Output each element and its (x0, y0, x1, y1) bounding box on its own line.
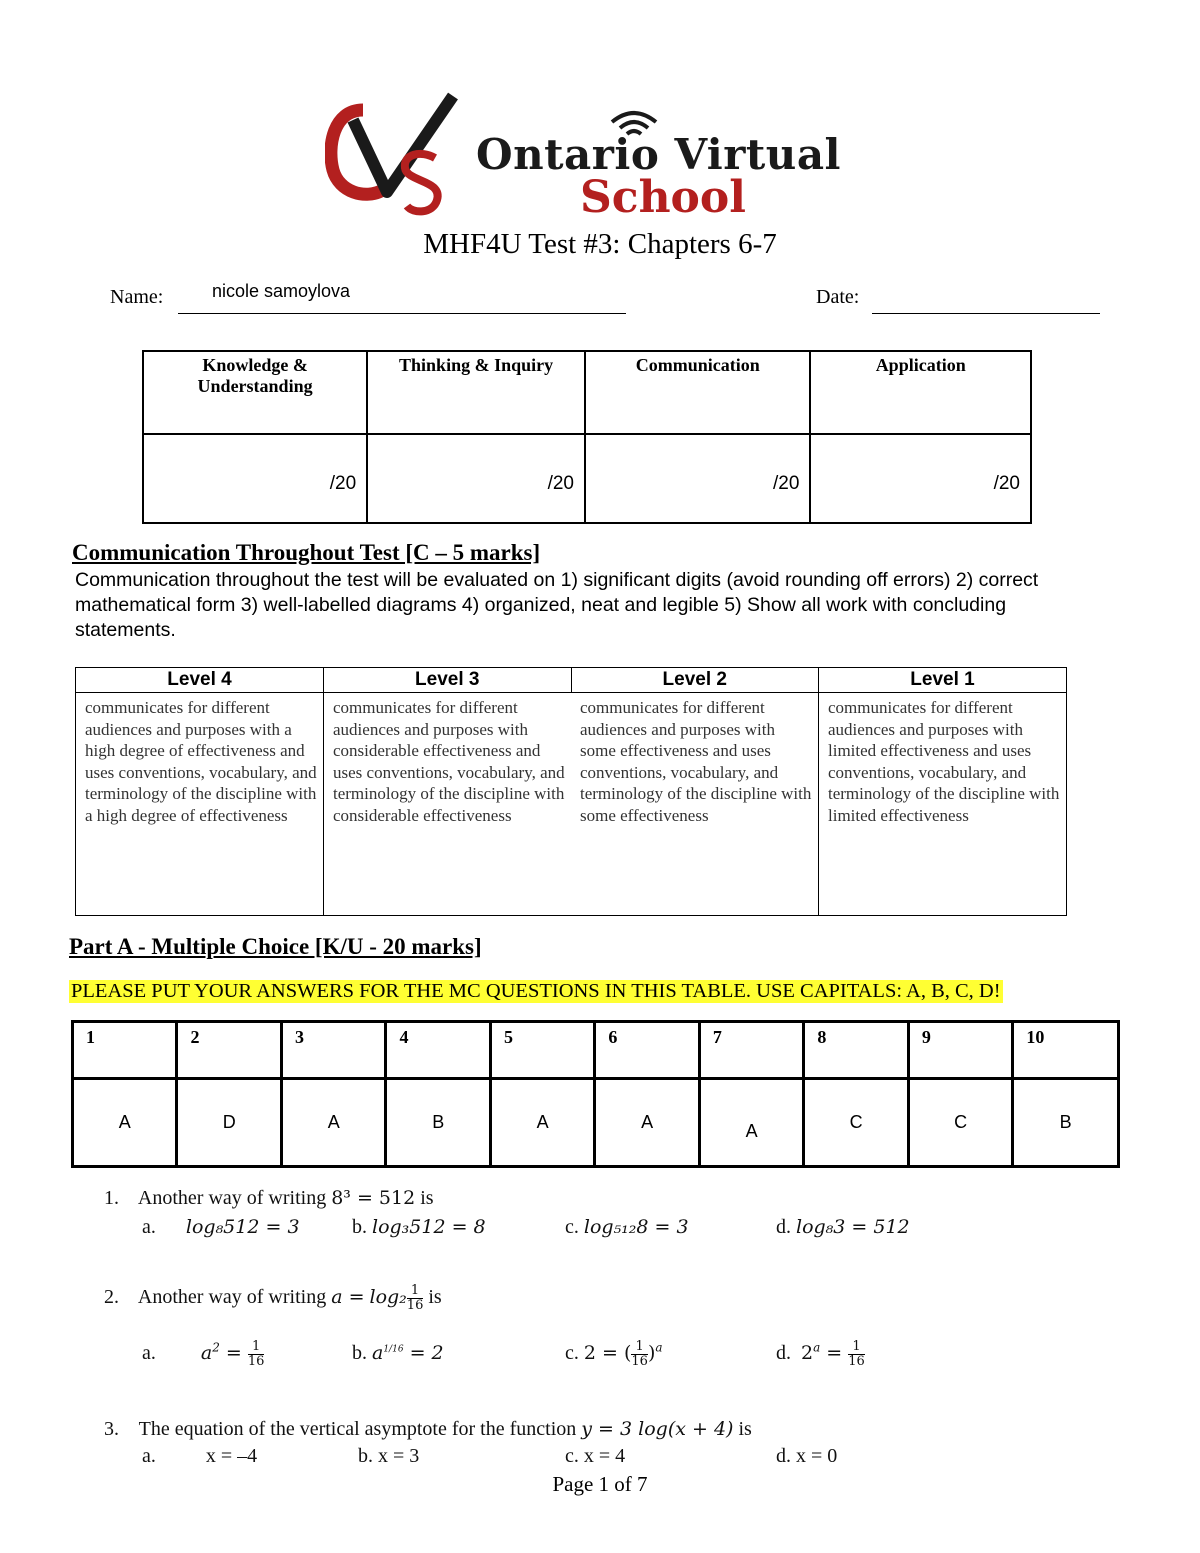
fraction: $\frac{1}{16}$ (631, 1339, 648, 1369)
mc-answer-cell[interactable]: A (281, 1079, 385, 1167)
option-expression: log₈512 = 3 (185, 1216, 300, 1238)
q3-option-a[interactable] (142, 1445, 257, 1468)
q1-option-a[interactable] (142, 1216, 300, 1239)
fraction: $\frac{1}{16}$ (406, 1283, 424, 1313)
mc-answer-cell[interactable]: B (1013, 1079, 1119, 1167)
rubric-level-3-label: Level 3 (324, 668, 572, 693)
q2-option-b[interactable] (352, 1342, 444, 1365)
mc-answer-cell[interactable]: B (386, 1079, 490, 1167)
marks-score-app: /20 (810, 434, 1031, 523)
q2-option-c[interactable]: c. 2 = ( $\frac{1}{16}$ )$^a$ (565, 1339, 663, 1369)
mc-number: 8 (804, 1022, 908, 1079)
marks-header-comm: Communication (585, 351, 810, 434)
part-a-heading: Part A - Multiple Choice [K/U - 20 marks] (69, 934, 482, 959)
date-label: Date: (816, 286, 860, 308)
mc-answer-cell[interactable]: A (490, 1079, 594, 1167)
mc-answer-cell[interactable]: A (699, 1079, 803, 1167)
question-expression: 8³ = 512 (331, 1187, 416, 1209)
mc-answer-cell[interactable]: A (595, 1079, 699, 1167)
logo-text-line2: School (580, 172, 746, 223)
marks-score-ku: /20 (143, 434, 367, 523)
option-expression: x = 0 (796, 1445, 838, 1467)
rubric-level-4-label: Level 4 (76, 668, 324, 693)
marks-header-app: Application (810, 351, 1031, 434)
mc-answer-cell[interactable]: C (804, 1079, 908, 1167)
option-expression: $2^a$ = (801, 1340, 849, 1365)
q2-option-d[interactable] (776, 1340, 865, 1369)
option-letter: b. (352, 1216, 367, 1238)
q2-option-a[interactable] (142, 1340, 264, 1369)
question-expression: y = 3 log(x + 4) (581, 1418, 734, 1440)
mc-answer-cell[interactable]: D (177, 1079, 281, 1167)
option-letter: c. (565, 1342, 579, 1365)
option-expression: $a^2$ = (200, 1340, 248, 1365)
rubric-level-1-text: communicates for different audiences and purposes with limited effectiveness and uses conventions, vocabulary, and terminology of the discipline with limited effectiveness (819, 693, 1067, 916)
mc-number: 6 (595, 1022, 699, 1079)
rubric-level-2-text: communicates for different audiences and purposes with some effectiveness and uses conventions, vocabulary, and terminology of the discipline with some effectiveness (571, 693, 819, 916)
question-2 (104, 1284, 442, 1313)
question-number: 2. (104, 1286, 119, 1309)
logo-text-line1: Ontario Virtual (476, 130, 841, 179)
q1-option-d[interactable] (776, 1216, 910, 1239)
communication-heading: Communication Throughout Test [C – 5 marks] (72, 540, 541, 565)
question-1 (104, 1187, 434, 1210)
marks-table (142, 350, 1032, 524)
option-letter: a. (142, 1216, 156, 1238)
option-letter: c. (565, 1216, 579, 1238)
rubric-level-1-label: Level 1 (819, 668, 1067, 693)
marks-header-ku: Knowledge & Understanding (143, 351, 367, 434)
option-expression: x = –4 (205, 1445, 258, 1467)
marks-score-comm: /20 (585, 434, 810, 523)
rubric-level-3-text: communicates for different audiences and purposes with considerable effectiveness and uses conventions, vocabulary, and terminology of the discipline with considerable effectiveness (324, 693, 572, 916)
question-tail: is (420, 1187, 434, 1209)
mc-number: 10 (1013, 1022, 1119, 1079)
option-expression: log₈3 = 512 (796, 1216, 910, 1238)
mc-instruction: PLEASE PUT YOUR ANSWERS FOR THE MC QUESTIONS IN THIS TABLE. USE CAPITALS: A, B, C, D! (71, 980, 1001, 1002)
option-expression: x = 3 (378, 1445, 420, 1467)
option-expression: log₅₁₂8 = 3 (583, 1216, 689, 1238)
fraction: $\frac{1}{16}$ (848, 1339, 865, 1369)
date-field[interactable] (872, 289, 1100, 314)
option-letter: a. (142, 1342, 156, 1365)
rubric-level-4-text: communicates for different audiences and purposes with a high degree of effectiveness and uses conventions, vocabulary, and terminology of the discipline with a high degree of effectiveness (76, 693, 324, 916)
mc-number: 4 (386, 1022, 490, 1079)
mc-answer-table (71, 1020, 1120, 1168)
question-stem: Another way of writing (137, 1187, 327, 1209)
ovs-logo-mark (325, 92, 465, 220)
option-letter: b. (352, 1342, 367, 1364)
fraction: $\frac{1}{16}$ (247, 1339, 265, 1369)
question-tail: is (738, 1418, 752, 1440)
option-expression: 2 = ( (583, 1342, 632, 1365)
mc-number: 1 (73, 1022, 177, 1079)
option-expression: $a^{1/16} = 2$ (372, 1342, 444, 1364)
option-letter: d. (776, 1216, 791, 1238)
marks-score-ti: /20 (367, 434, 585, 523)
name-label: Name: (110, 286, 164, 308)
option-letter: d. (776, 1342, 791, 1365)
question-tail: is (428, 1286, 442, 1309)
page-footer: Page 1 of 7 (552, 1472, 648, 1496)
question-number: 3. (104, 1418, 119, 1440)
option-letter: c. (565, 1445, 579, 1467)
question-3 (104, 1418, 752, 1441)
mc-number: 5 (490, 1022, 594, 1079)
test-title: MHF4U Test #3: Chapters 6-7 (423, 228, 777, 260)
mc-number: 3 (281, 1022, 385, 1079)
mc-number: 2 (177, 1022, 281, 1079)
question-number: 1. (104, 1187, 119, 1209)
question-expression-log: log₂ (369, 1286, 407, 1309)
q1-option-c[interactable] (565, 1216, 689, 1239)
rubric-level-2-label: Level 2 (571, 668, 819, 693)
question-stem: The equation of the vertical asymptote for the function (138, 1418, 577, 1440)
q3-option-c[interactable] (565, 1445, 625, 1468)
question-expression-lhs: a = (331, 1286, 365, 1309)
q3-option-b[interactable] (358, 1445, 419, 1468)
mc-answer-cell[interactable]: C (908, 1079, 1012, 1167)
rubric-table (75, 667, 1067, 916)
option-letter: b. (358, 1445, 373, 1467)
name-value: nicole samoylova (212, 281, 351, 301)
question-stem: Another way of writing (137, 1286, 327, 1309)
q1-option-b[interactable] (352, 1216, 486, 1239)
option-letter: a. (142, 1445, 156, 1467)
option-expression: log₃512 = 8 (372, 1216, 486, 1238)
mc-number: 7 (699, 1022, 803, 1079)
mc-answer-cell[interactable]: A (73, 1079, 177, 1167)
option-expression: x = 4 (583, 1445, 626, 1467)
option-letter: d. (776, 1445, 791, 1467)
mc-number: 9 (908, 1022, 1012, 1079)
marks-header-ti: Thinking & Inquiry (367, 351, 585, 434)
communication-paragraph: Communication throughout the test will be evaluated on 1) significant digits (avoid rounding off errors) 2) correct mathematical form 3) well-labelled diagrams 4) organized, neat and legible 5) Show all work with concluding statements. (75, 569, 1039, 641)
q3-option-d[interactable] (776, 1445, 837, 1468)
